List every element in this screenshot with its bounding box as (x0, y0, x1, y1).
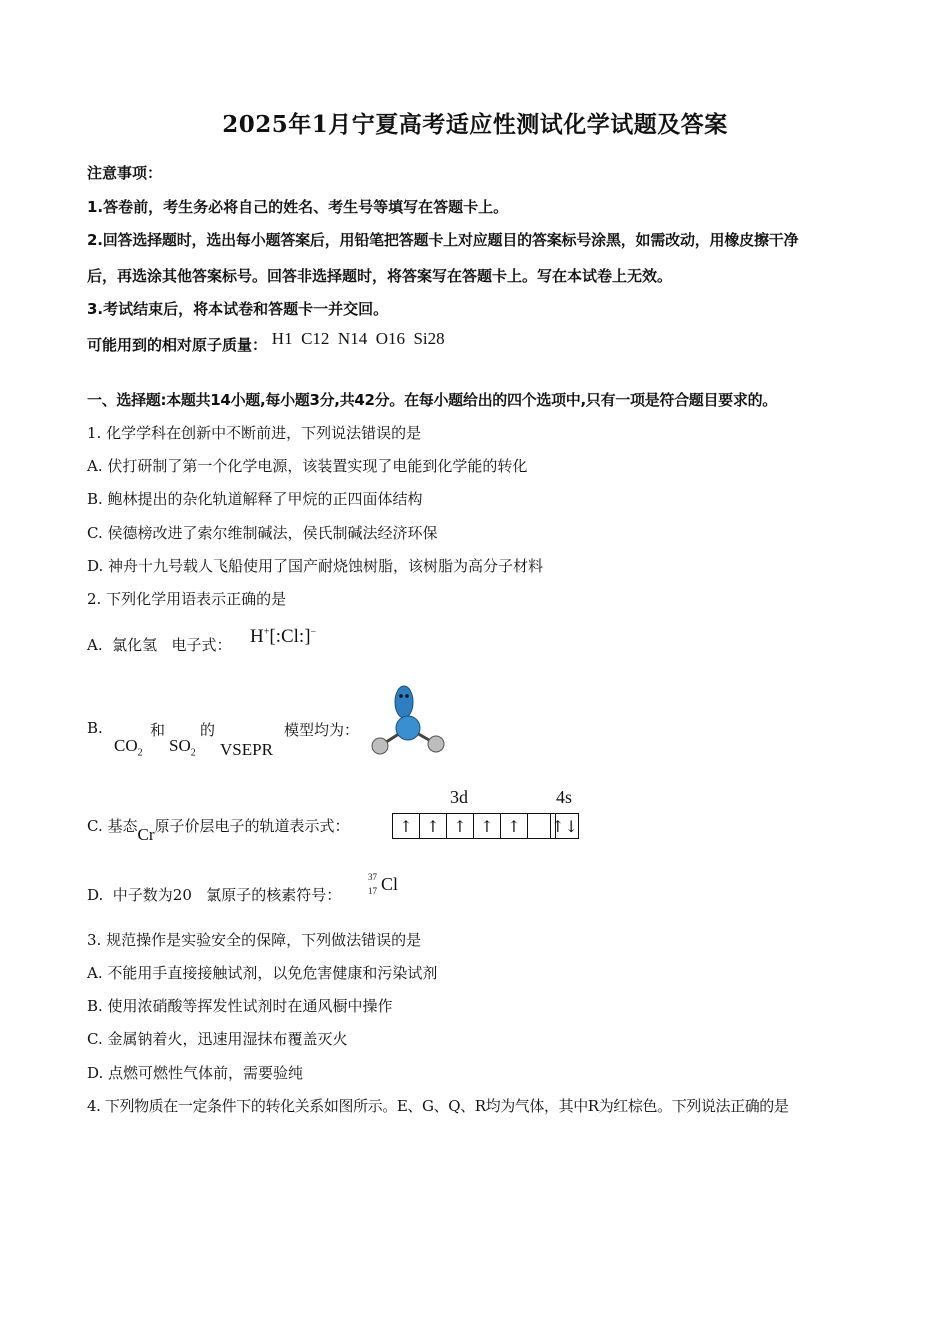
q2-c-prefix: C. 基态 (87, 817, 138, 835)
nuclide-mass-number: 37 (368, 872, 377, 882)
nuclide-symbol (368, 872, 408, 900)
atomic-mass-label: 可能用到的相对原子质量： (87, 336, 268, 354)
q2-stem: 2. 下列化学用语表示正确的是 (87, 590, 287, 608)
co2-sub: 2 (137, 747, 143, 759)
q4-stem: 4. 下列物质在一定条件下的转化关系如图所示。E、G、Q、R均为气体，其中R为红棕色。下列说法正确的是 (87, 1097, 789, 1115)
atomic-mass-line (87, 329, 445, 356)
q3-option-a: A. 不能用手直接接触试剂，以免危害健康和污染试剂 (87, 964, 438, 982)
label-4s: 4s (556, 787, 573, 807)
q2-b-suffix: 模型均为： (284, 721, 360, 739)
hcl-cl: [:Cl:] (269, 626, 311, 647)
q2-option-b-label: B. (87, 719, 103, 737)
section-1-heading: 一、选择题:本题共14小题,每小题3分,共42分。在每小题给出的四个选项中,只有一项是符合题目要求的。 (87, 391, 777, 409)
vsepr-text: VSEPR (220, 740, 273, 759)
so2-sub: 2 (190, 747, 196, 759)
so2-text: SO (169, 736, 191, 755)
center-atom (396, 716, 420, 740)
hcl-plus: + (263, 626, 270, 638)
orbital-3d-2: ↑ (420, 814, 447, 838)
co2-text: CO (114, 736, 138, 755)
q2-c-suffix: 原子价层电子的轨道表示式： (154, 817, 350, 835)
so2-formula (169, 736, 196, 758)
nuclide-atomic-number: 17 (368, 886, 377, 896)
hcl-h: H (250, 626, 264, 647)
co2-formula (114, 736, 143, 758)
q3-option-b: B. 使用浓硝酸等挥发性试剂时在通风橱中操作 (87, 997, 393, 1015)
q2-option-a: A. 氯化氢 电子式： (87, 636, 232, 654)
cr-symbol: Cr (137, 825, 155, 844)
atomic-mass-values: H1 C12 N14 O16 Si28 (271, 329, 445, 348)
q1-option-a: A. 伏打研制了第一个化学电源，该装置实现了电能到化学能的转化 (87, 457, 528, 475)
orbital-3d-5: ↑ (501, 814, 528, 838)
label-3d: 3d (450, 787, 468, 807)
q3-option-c: C. 金属钠着火，迅速用湿抹布覆盖灭火 (87, 1030, 348, 1048)
q2-option-c (87, 815, 350, 844)
q1-stem: 1. 化学学科在创新中不断前进，下列说法错误的是 (87, 424, 422, 442)
q2-b-of: 的 (200, 721, 216, 739)
note-3: 3.考试结束后，将本试卷和答题卡一并交回。 (87, 300, 389, 318)
q3-stem: 3. 规范操作是实验安全的保障，下列做法错误的是 (87, 931, 422, 949)
orbital-4s-box (550, 813, 579, 839)
page-title: 2025年1月宁夏高考适应性测试化学试题及答案 (222, 111, 728, 138)
vsepr-model-image (368, 682, 450, 760)
orbital-3d-4: ↑ (474, 814, 501, 838)
orbital-3d-3: ↑ (447, 814, 474, 838)
orbital-4s-1: ↑↓ (551, 816, 578, 836)
q1-option-c: C. 侯德榜改进了索尔维制碱法，侯氏制碱法经济环保 (87, 524, 438, 542)
q1-option-b: B. 鲍林提出的杂化轨道解释了甲烷的正四面体结构 (87, 490, 423, 508)
lone-pair-dot-1 (399, 694, 403, 698)
note-2a: 2.回答选择题时，选出每小题答案后，用铅笔把答题卡上对应题目的答案标号涂黑，如需改动，用橡皮擦干净 (87, 231, 799, 249)
hcl-electron-formula (250, 626, 316, 648)
q1-option-d: D. 神舟十九号载人飞船使用了国产耐烧蚀树脂，该树脂为高分子材料 (87, 557, 544, 575)
q3-option-d: D. 点燃可燃性气体前，需要验纯 (87, 1064, 304, 1082)
q2-b-and: 和 (150, 721, 166, 739)
q2-option-d: D. 中子数为20 氯原子的核素符号： (87, 886, 342, 904)
orbital-3d-1: ↑ (393, 814, 420, 838)
notes-heading: 注意事项： (87, 164, 163, 182)
orbital-3d-boxes (392, 813, 556, 839)
note-1: 1.答卷前，考生务必将自己的姓名、考生号等填写在答题卡上。 (87, 198, 509, 216)
lone-pair-dot-2 (405, 694, 409, 698)
hcl-minus: − (310, 626, 317, 638)
outer-atom-right (428, 736, 444, 752)
lone-pair-lobe (395, 686, 413, 718)
note-2b: 后，再选涂其他答案标号。回答非选择题时，将答案写在答题卡上。写在本试卷上无效。 (87, 267, 673, 285)
outer-atom-left (372, 738, 388, 754)
nuclide-element: Cl (381, 874, 399, 894)
